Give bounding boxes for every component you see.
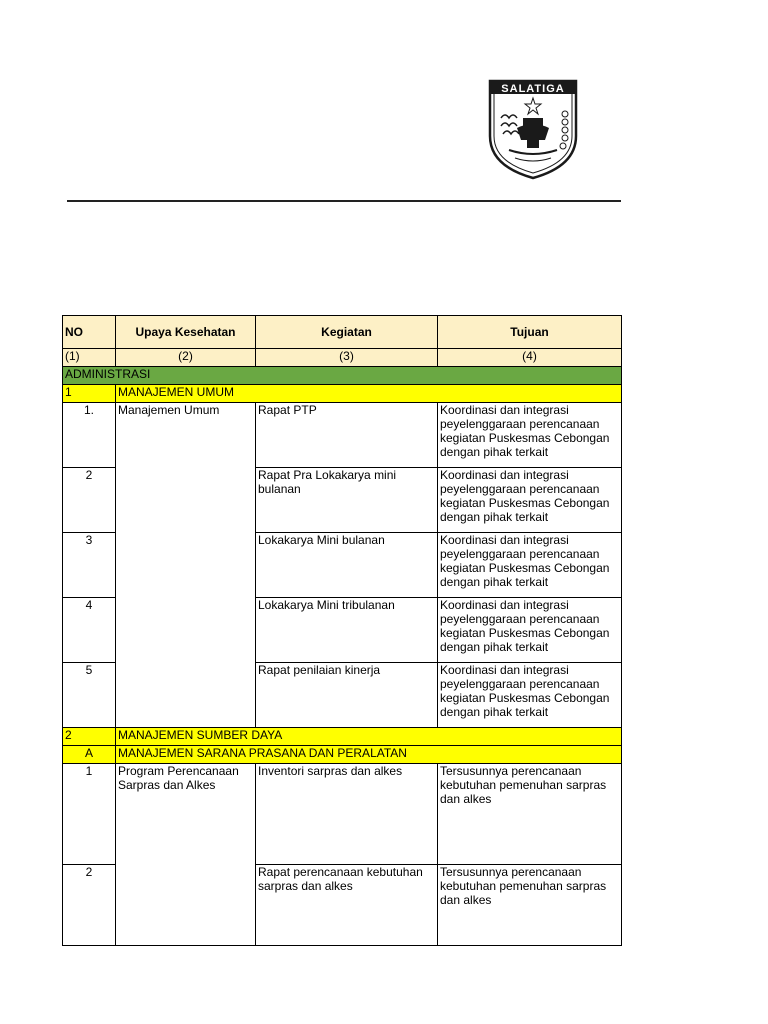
salatiga-emblem	[487, 78, 579, 180]
col-number-1: (1)	[63, 349, 116, 367]
column-number-row	[63, 349, 622, 367]
header-upaya: Upaya Kesehatan	[116, 316, 256, 349]
group-row	[63, 728, 622, 746]
group-title: MANAJEMEN UMUM	[116, 385, 622, 403]
tujuan-cell: Koordinasi dan integrasi peyelenggaraan perencanaan kegiatan Puskesmas Cebongan dengan pihak terkait	[438, 403, 622, 468]
group-no: 2	[63, 728, 116, 746]
subgroup-title: MANAJEMEN SARANA PRASANA DAN PERALATAN	[116, 746, 622, 764]
col-number-3: (3)	[256, 349, 438, 367]
kegiatan-cell: Rapat Pra Lokakarya mini bulanan	[256, 468, 438, 533]
group-title: MANAJEMEN SUMBER DAYA	[116, 728, 622, 746]
svg-text:SALATIGA: SALATIGA	[501, 83, 565, 95]
table-header-row	[63, 316, 622, 349]
kegiatan-cell: Rapat perencanaan kebutuhan sarpras dan alkes	[256, 865, 438, 946]
section-title: ADMINISTRASI	[63, 367, 622, 385]
row-no: 5	[63, 663, 116, 728]
tujuan-cell: Tersusunnya perencanaan kebutuhan pemenuhan sarpras dan alkes	[438, 865, 622, 946]
row-no: 3	[63, 533, 116, 598]
table-row	[63, 403, 622, 468]
group-row	[63, 385, 622, 403]
tujuan-cell: Koordinasi dan integrasi peyelenggaraan perencanaan kegiatan Puskesmas Cebongan dengan pihak terkait	[438, 663, 622, 728]
subgroup-row	[63, 746, 622, 764]
header-tujuan: Tujuan	[438, 316, 622, 349]
row-no: 2	[63, 468, 116, 533]
group-no: 1	[63, 385, 116, 403]
tujuan-cell: Koordinasi dan integrasi peyelenggaraan perencanaan kegiatan Puskesmas Cebongan dengan pihak terkait	[438, 533, 622, 598]
tujuan-cell: Koordinasi dan integrasi peyelenggaraan perencanaan kegiatan Puskesmas Cebongan dengan pihak terkait	[438, 468, 622, 533]
upaya-cell: Program Perencanaan Sarpras dan Alkes	[116, 764, 256, 946]
row-no: 4	[63, 598, 116, 663]
kegiatan-cell: Rapat penilaian kinerja	[256, 663, 438, 728]
kegiatan-cell: Lokakarya Mini bulanan	[256, 533, 438, 598]
subgroup-no: A	[63, 746, 116, 764]
table-row	[63, 764, 622, 865]
row-no: 2	[63, 865, 116, 946]
program-table	[62, 315, 622, 946]
row-no: 1	[63, 764, 116, 865]
section-row	[63, 367, 622, 385]
col-number-4: (4)	[438, 349, 622, 367]
col-number-2: (2)	[116, 349, 256, 367]
header-kegiatan: Kegiatan	[256, 316, 438, 349]
tujuan-cell: Tersusunnya perencanaan kebutuhan pemenuhan sarpras dan alkes	[438, 764, 622, 865]
kegiatan-cell: Inventori sarpras dan alkes	[256, 764, 438, 865]
kegiatan-cell: Rapat PTP	[256, 403, 438, 468]
header-no: NO	[63, 316, 116, 349]
upaya-cell: Manajemen Umum	[116, 403, 256, 728]
tujuan-cell: Koordinasi dan integrasi peyelenggaraan perencanaan kegiatan Puskesmas Cebongan dengan pihak terkait	[438, 598, 622, 663]
row-no: 1.	[63, 403, 116, 468]
header-rule	[67, 200, 621, 202]
kegiatan-cell: Lokakarya Mini tribulanan	[256, 598, 438, 663]
